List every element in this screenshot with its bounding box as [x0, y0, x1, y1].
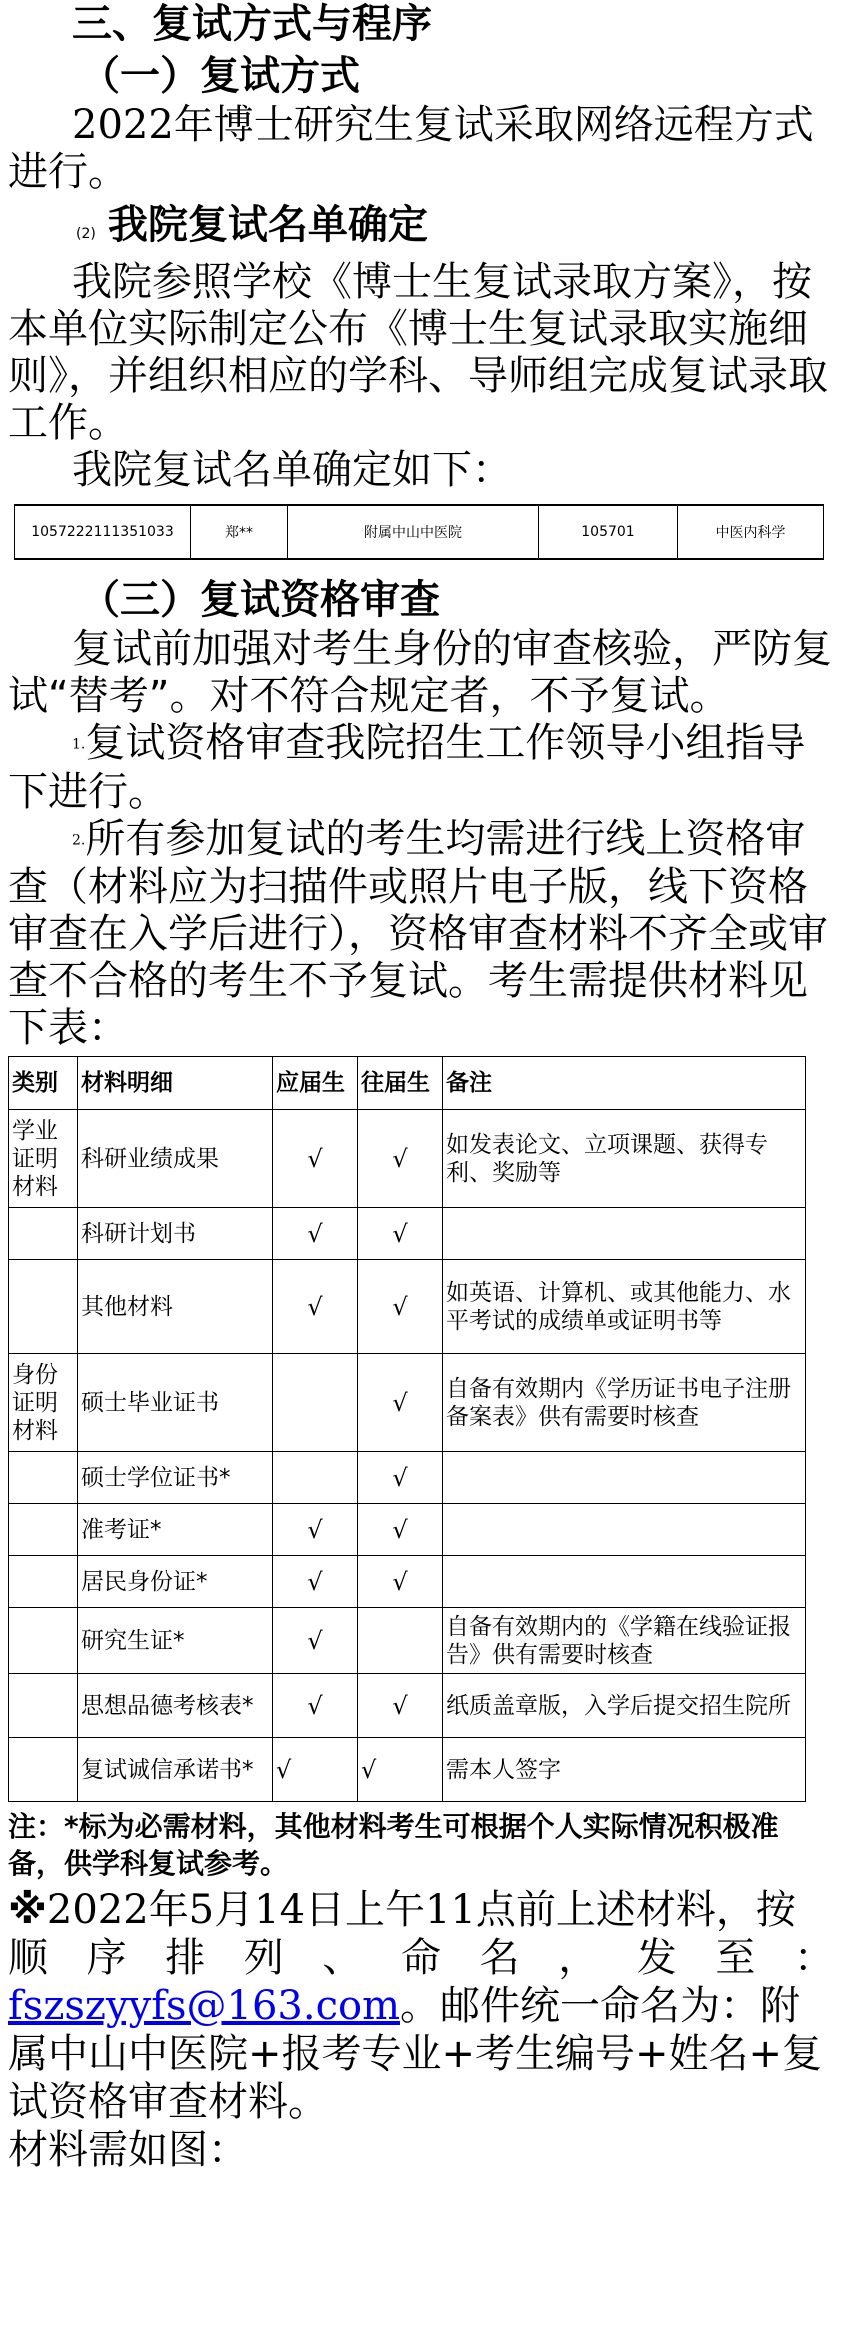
row-note: [443, 1208, 806, 1260]
row-item: 复试诚信承诺书*: [78, 1738, 273, 1802]
row-category: 身份证明材料: [9, 1354, 78, 1452]
row-current-check: √: [273, 1608, 358, 1674]
table-row: [9, 1674, 806, 1738]
row-category: [9, 1608, 78, 1674]
row-note: [443, 1452, 806, 1504]
item1-text: 复试资格审查我院招生工作领导小组指导下进行。: [8, 720, 806, 815]
row-item: 其他材料: [78, 1260, 273, 1354]
section3-item2: [8, 816, 834, 1053]
submission-line1: [8, 1886, 834, 1934]
row-note: 如发表论文、立项课题、获得专利、奖励等: [443, 1110, 806, 1208]
section3-paragraph: 复试前加强对考生身份的审查核验，严防复试“替考”。对不符合规定者，不予复试。: [8, 626, 832, 719]
submission-line1-rest: 前上述材料，按: [515, 1887, 796, 1933]
row-current-check: [273, 1452, 358, 1504]
table-row: [9, 1738, 806, 1802]
row-past-check: √: [358, 1208, 443, 1260]
section3-title: （三）复试资格审查: [80, 577, 440, 623]
row-note: [443, 1504, 806, 1556]
row-past-check: √: [358, 1452, 443, 1504]
table-row: [9, 1556, 806, 1608]
row-note: [443, 1556, 806, 1608]
header-note: 备注: [443, 1057, 806, 1110]
row-current-check: √: [273, 1674, 358, 1738]
row-category: [9, 1556, 78, 1608]
row-current-check: √: [273, 1208, 358, 1260]
figure-intro: 材料需如图：: [8, 2127, 248, 2173]
table-row: [9, 1504, 806, 1556]
section1-text: 年博士研究生复试采取网络远程方式进行。: [8, 102, 814, 195]
header-current: 应届生: [273, 1057, 358, 1110]
submission-line2: 顺 序 排 列 、 命 名 ， 发 至 ：: [8, 1935, 834, 1981]
table-row: [9, 1260, 806, 1354]
row-item: 居民身份证*: [78, 1556, 273, 1608]
list-intro: 我院复试名单确定如下：: [72, 447, 512, 493]
materials-note: 注：*标为必需材料，其他材料考生可根据个人实际情况积极准备，供学科复试参考。: [8, 1810, 779, 1880]
row-item: 准考证*: [78, 1504, 273, 1556]
candidate-code: 105701: [539, 505, 678, 559]
table-row: [15, 505, 824, 559]
row-category: [9, 1208, 78, 1260]
row-item: 硕士毕业证书: [78, 1354, 273, 1452]
candidate-id: 1057222111351033: [15, 505, 191, 559]
email-link[interactable]: fszszyyfs@163.com: [8, 1983, 401, 2029]
row-item: 研究生证*: [78, 1608, 273, 1674]
table-header-row: [9, 1057, 806, 1110]
section3-item1: [8, 720, 834, 816]
row-past-check: √: [358, 1354, 443, 1452]
section2-number: (2): [76, 226, 96, 242]
year-text: 2022: [72, 102, 174, 148]
table-row: [9, 1608, 806, 1674]
materials-table: [8, 1056, 806, 1802]
row-past-check: [358, 1608, 443, 1674]
candidate-table: [14, 504, 824, 560]
row-category: 学业证明材料: [9, 1110, 78, 1208]
row-item: 硕士学位证书*: [78, 1452, 273, 1504]
row-current-check: √: [273, 1556, 358, 1608]
row-note: 自备有效期内的《学籍在线验证报告》供有需要时核查: [443, 1608, 806, 1674]
item2-number: 2.: [72, 832, 86, 848]
item1-number: 1.: [72, 736, 86, 753]
row-past-check: √: [358, 1674, 443, 1738]
header-item: 材料明细: [78, 1057, 273, 1110]
row-past-check: √: [358, 1110, 443, 1208]
section2-paragraph: 我院参照学校《博士生复试录取方案》，按本单位实际制定公布《博士生复试录取实施细则》，并组织相应的学科、导师组完成复试录取工作。: [8, 259, 828, 446]
candidate-major: 中医内科学: [678, 505, 824, 559]
row-category: [9, 1260, 78, 1354]
row-item: 科研业绩成果: [78, 1110, 273, 1208]
row-current-check: √: [273, 1504, 358, 1556]
row-category: [9, 1738, 78, 1802]
submission-email-paragraph: [8, 1982, 834, 2126]
table-row: [9, 1110, 806, 1208]
table-row: [9, 1208, 806, 1260]
row-past-check: √: [358, 1504, 443, 1556]
row-category: [9, 1452, 78, 1504]
table-row: [9, 1452, 806, 1504]
row-past-check: √: [358, 1556, 443, 1608]
row-note: 纸质盖章版，入学后提交招生院所: [443, 1674, 806, 1738]
section1-paragraph: [8, 102, 834, 196]
row-item: 思想品德考核表*: [78, 1674, 273, 1738]
section1-title: （一）复试方式: [80, 53, 360, 99]
item2-text: 所有参加复试的考生均需进行线上资格审查（材料应为扫描件或照片电子版，线下资格审查在入学后进行），资格审查材料不齐全或审查不合格的考生不予复试。考生需提供材料见下表：: [8, 815, 828, 1051]
header-category: 类别: [9, 1057, 78, 1110]
section2-heading: [8, 200, 834, 259]
header-past: 往届生: [358, 1057, 443, 1110]
row-note: 自备有效期内《学历证书电子注册备案表》供有需要时核查: [443, 1354, 806, 1452]
submission-date: 2022年5月14日上午11点: [46, 1887, 516, 1933]
row-past-check: √: [358, 1260, 443, 1354]
row-current-check: √: [273, 1110, 358, 1208]
row-item: 科研计划书: [78, 1208, 273, 1260]
table-row: [9, 1354, 806, 1452]
row-category: [9, 1504, 78, 1556]
row-past-check: √: [358, 1738, 443, 1802]
row-current-check: √: [273, 1738, 358, 1802]
submission-email-after: 。邮件统一命名为：附属中山中医院+报考专业+考生编号+姓名+复试资格审查材料。: [8, 1983, 823, 2125]
main-heading: 三、复试方式与程序: [72, 1, 432, 47]
row-category: [9, 1674, 78, 1738]
row-note: 如英语、计算机、或其他能力、水平考试的成绩单或证明书等: [443, 1260, 806, 1354]
row-current-check: [273, 1354, 358, 1452]
row-note: 需本人签字: [443, 1738, 806, 1802]
candidate-institute: 附属中山中医院: [288, 505, 539, 559]
reference-mark: ※: [8, 1887, 47, 1933]
section2-title: 我院复试名单确定: [107, 202, 428, 248]
candidate-name: 郑**: [191, 505, 288, 559]
row-current-check: √: [273, 1260, 358, 1354]
